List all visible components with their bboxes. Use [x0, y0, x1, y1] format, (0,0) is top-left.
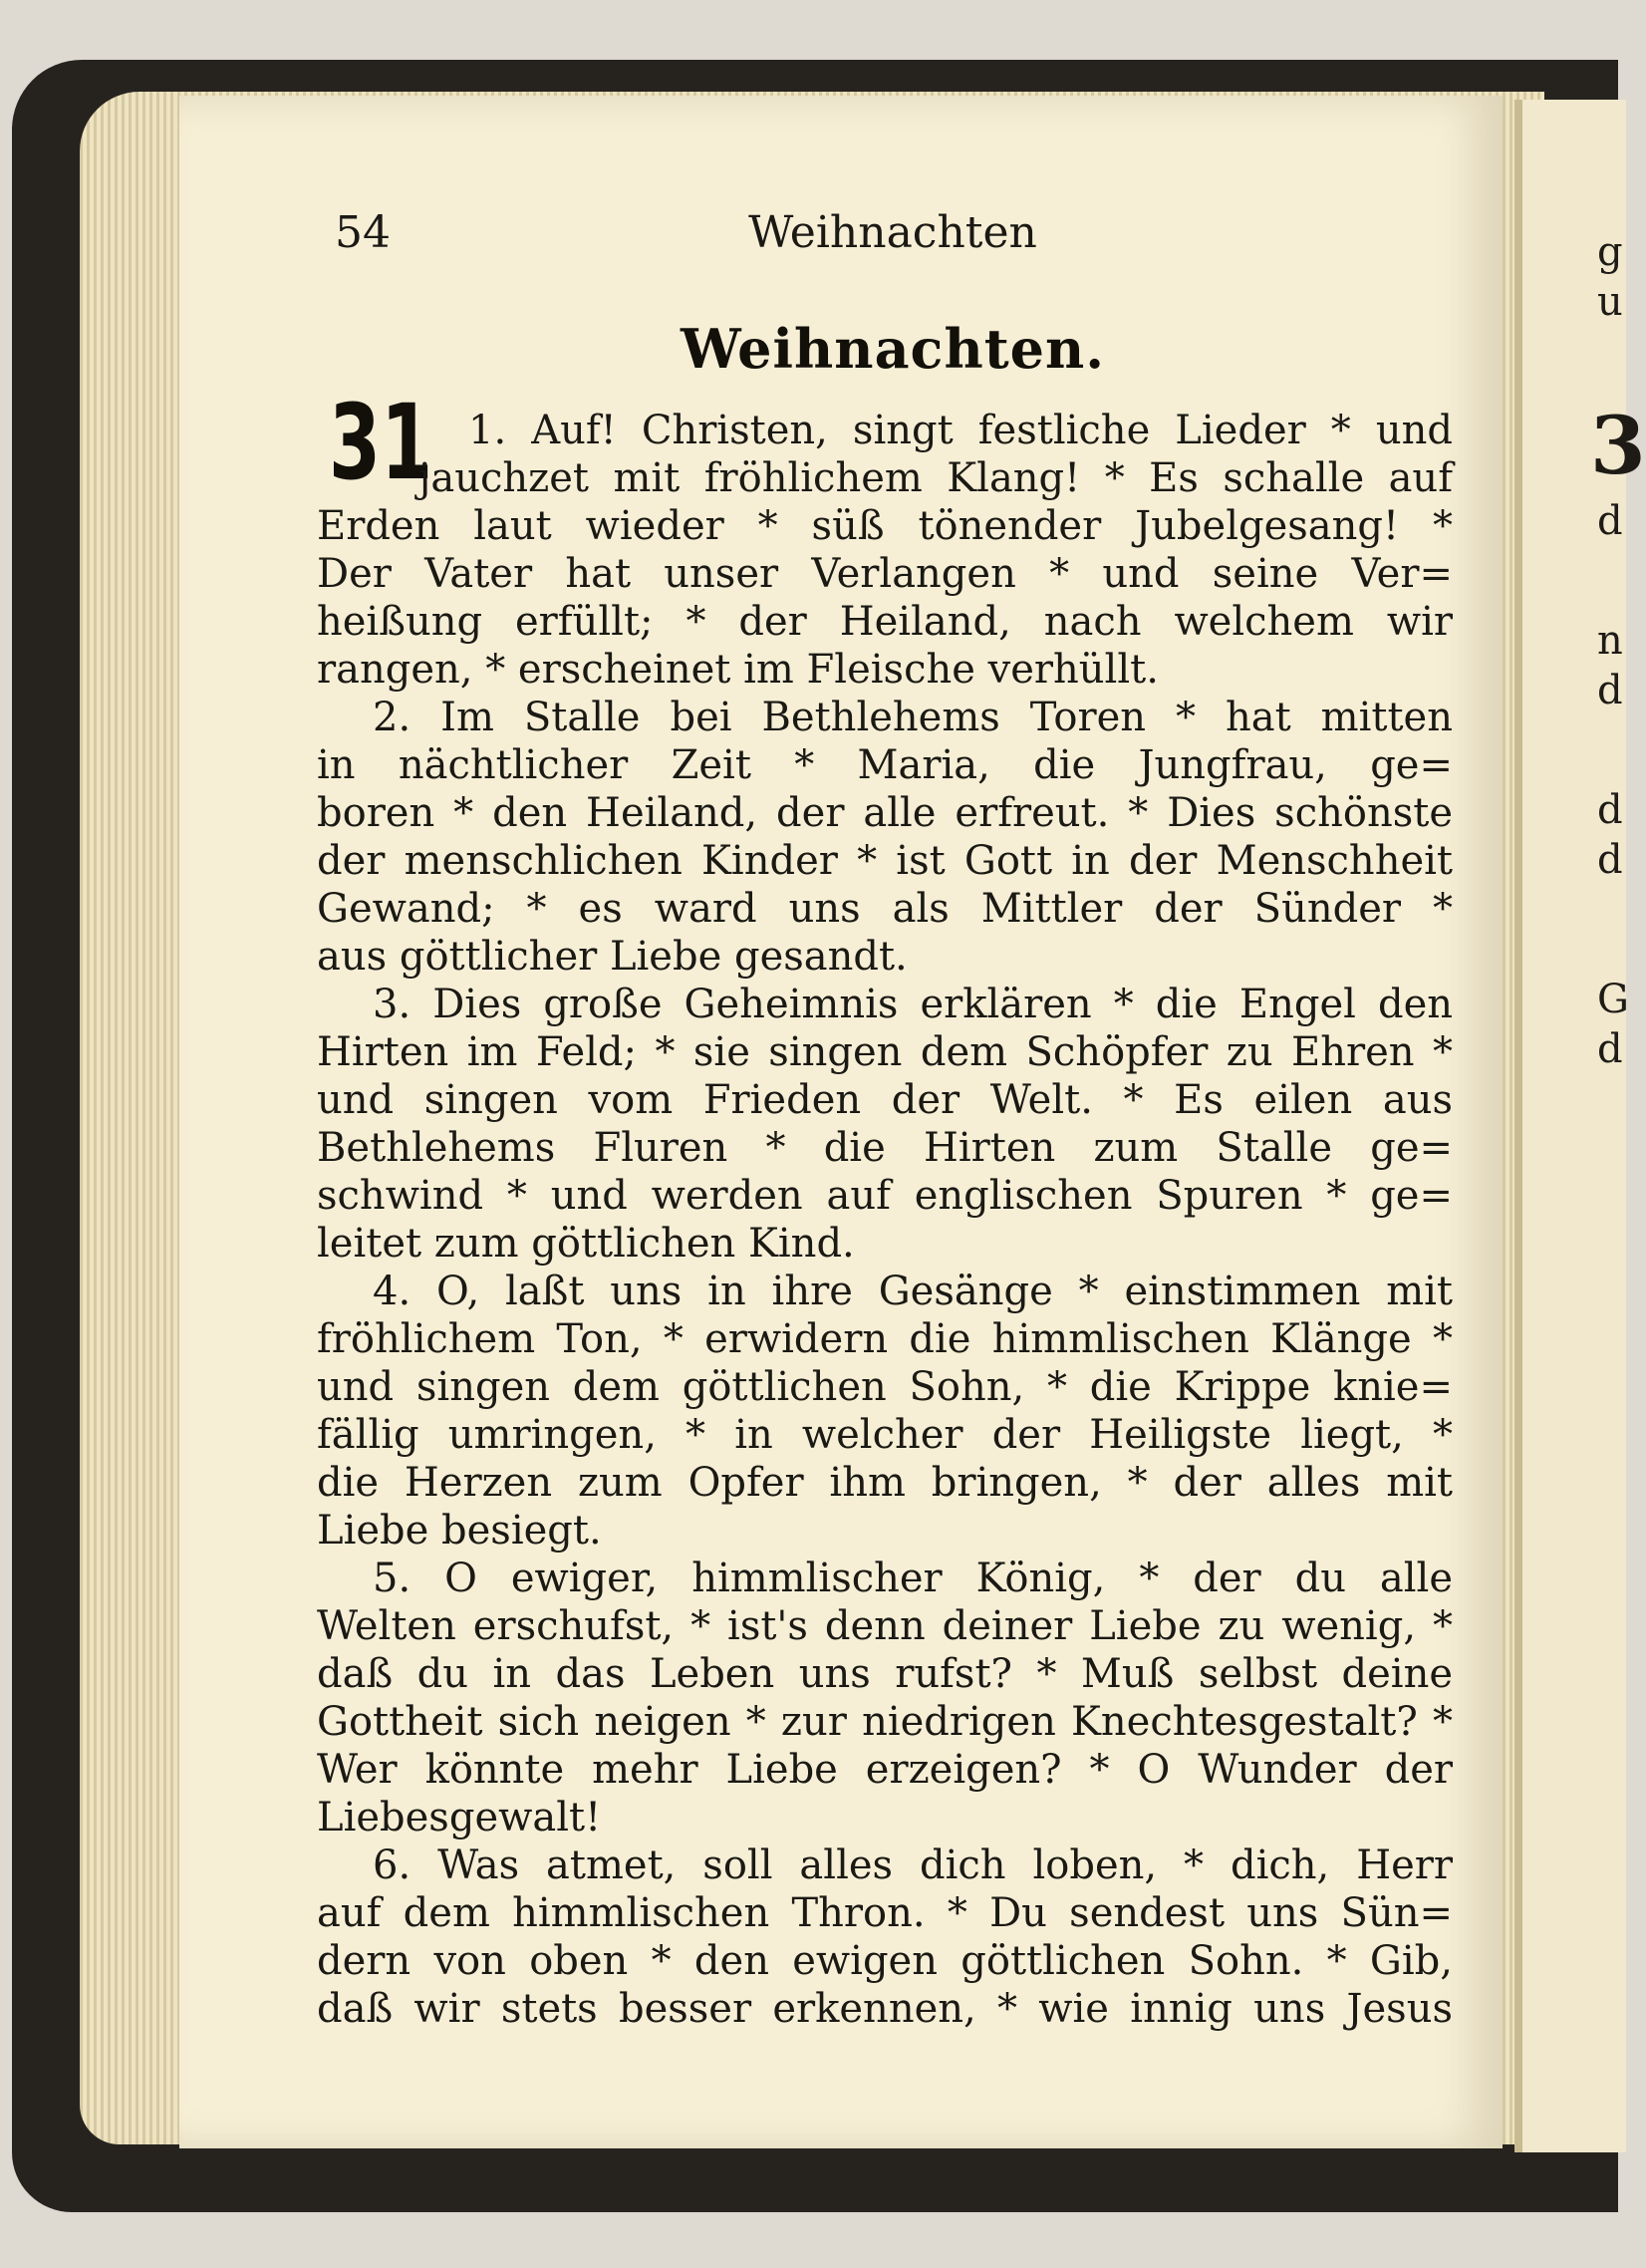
facing-page-fragment: u [1597, 279, 1623, 325]
text-line: 2. Im Stalle bei Bethlehems Toren * hat mitten [373, 695, 1453, 740]
text-line: dern von oben * den ewigen göttlichen Sohn. * Gib, [317, 1938, 1453, 1984]
text-line: Welten erschufst, * ist's denn deiner Liebe zu wenig, * [317, 1603, 1453, 1649]
text-line: 4. O, laßt uns in ihre Gesänge * einstimmen mit [373, 1269, 1453, 1314]
text-line: daß wir stets besser erkennen, * wie innig uns Jesus [317, 1986, 1453, 2032]
text-line: heißung erfüllt; * der Heiland, nach welchem wir [317, 599, 1453, 645]
text-line: Der Vater hat unser Verlangen * und seine Ver= [317, 551, 1453, 597]
section-title: Weihnachten. [680, 317, 1106, 381]
text-line: auf dem himmlischen Thron. * Du sendest uns Sün= [317, 1890, 1453, 1936]
page-number: 54 [335, 207, 391, 258]
text-line: 5. O ewiger, himmlischer König, * der du alle [373, 1556, 1453, 1601]
text-line: jauchzet mit fröhlichem Klang! * Es schalle auf [418, 455, 1453, 501]
running-title: Weihnachten [748, 207, 1037, 258]
text-line: und singen vom Frieden der Welt. * Es eilen aus [317, 1077, 1453, 1123]
text-line: 6. Was atmet, soll alles dich loben, * dich, Herr [373, 1843, 1453, 1888]
facing-page-fragment: G [1597, 977, 1629, 1022]
text-line: Gewand; * es ward uns als Mittler der Sünder * [317, 886, 1453, 932]
facing-page-fragment: d [1597, 668, 1623, 713]
page-header [335, 207, 1451, 267]
text-line: die Herzen zum Opfer ihm bringen, * der alles mit [317, 1460, 1453, 1506]
text-line: Liebe besiegt. [317, 1508, 602, 1554]
text-line: 1. Auf! Christen, singt festliche Lieder * und [468, 408, 1453, 453]
text-line: Erden laut wieder * süß tönender Jubelgesang! * [317, 503, 1453, 549]
facing-page-fragment: g [1597, 229, 1623, 275]
text-line: der menschlichen Kinder * ist Gott in der Menschheit [317, 838, 1453, 884]
hymn-number: 31 [329, 382, 433, 503]
text-line: und singen dem göttlichen Sohn, * die Krippe knie= [317, 1364, 1453, 1410]
facing-page-fragment: d [1597, 787, 1623, 833]
text-line: Hirten im Feld; * sie singen dem Schöpfer zu Ehren * [317, 1029, 1453, 1075]
text-line: Wer könnte mehr Liebe erzeigen? * O Wunder der [317, 1747, 1453, 1793]
text-line: leitet zum göttlichen Kind. [317, 1221, 855, 1267]
text-line: daß du in das Leben uns rufst? * Muß selbst deine [317, 1651, 1453, 1697]
text-line: fröhlichem Ton, * erwidern die himmlischen Klänge * [317, 1316, 1453, 1362]
facing-page-fragment: d [1597, 1026, 1623, 1072]
facing-page-fragment: 3 [1590, 399, 1646, 492]
text-line: aus göttlicher Liebe gesandt. [317, 934, 908, 980]
text-line: fällig umringen, * in welcher der Heiligste liegt, * [317, 1412, 1453, 1458]
text-line: Gottheit sich neigen * zur niedrigen Knechtesgestalt? * [317, 1699, 1453, 1745]
facing-page-fragment: n [1597, 618, 1623, 664]
text-line: boren * den Heiland, der alle erfreut. * Dies schönste [317, 790, 1453, 836]
hymn-text [317, 407, 1453, 2033]
text-line: Liebesgewalt! [317, 1795, 602, 1841]
text-line: in nächtlicher Zeit * Maria, die Jungfrau, ge= [317, 742, 1453, 788]
text-line: schwind * und werden auf englischen Spuren * ge= [317, 1173, 1453, 1219]
facing-page-fragment: d [1597, 837, 1623, 883]
text-line: rangen, * erscheinet im Fleische verhüllt. [317, 647, 1159, 693]
facing-page-edge [1514, 100, 1646, 2152]
text-line: Bethlehems Fluren * die Hirten zum Stalle ge= [317, 1125, 1453, 1171]
facing-page-fragment: d [1597, 498, 1623, 544]
text-line: 3. Dies große Geheimnis erklären * die Engel den [373, 982, 1453, 1027]
